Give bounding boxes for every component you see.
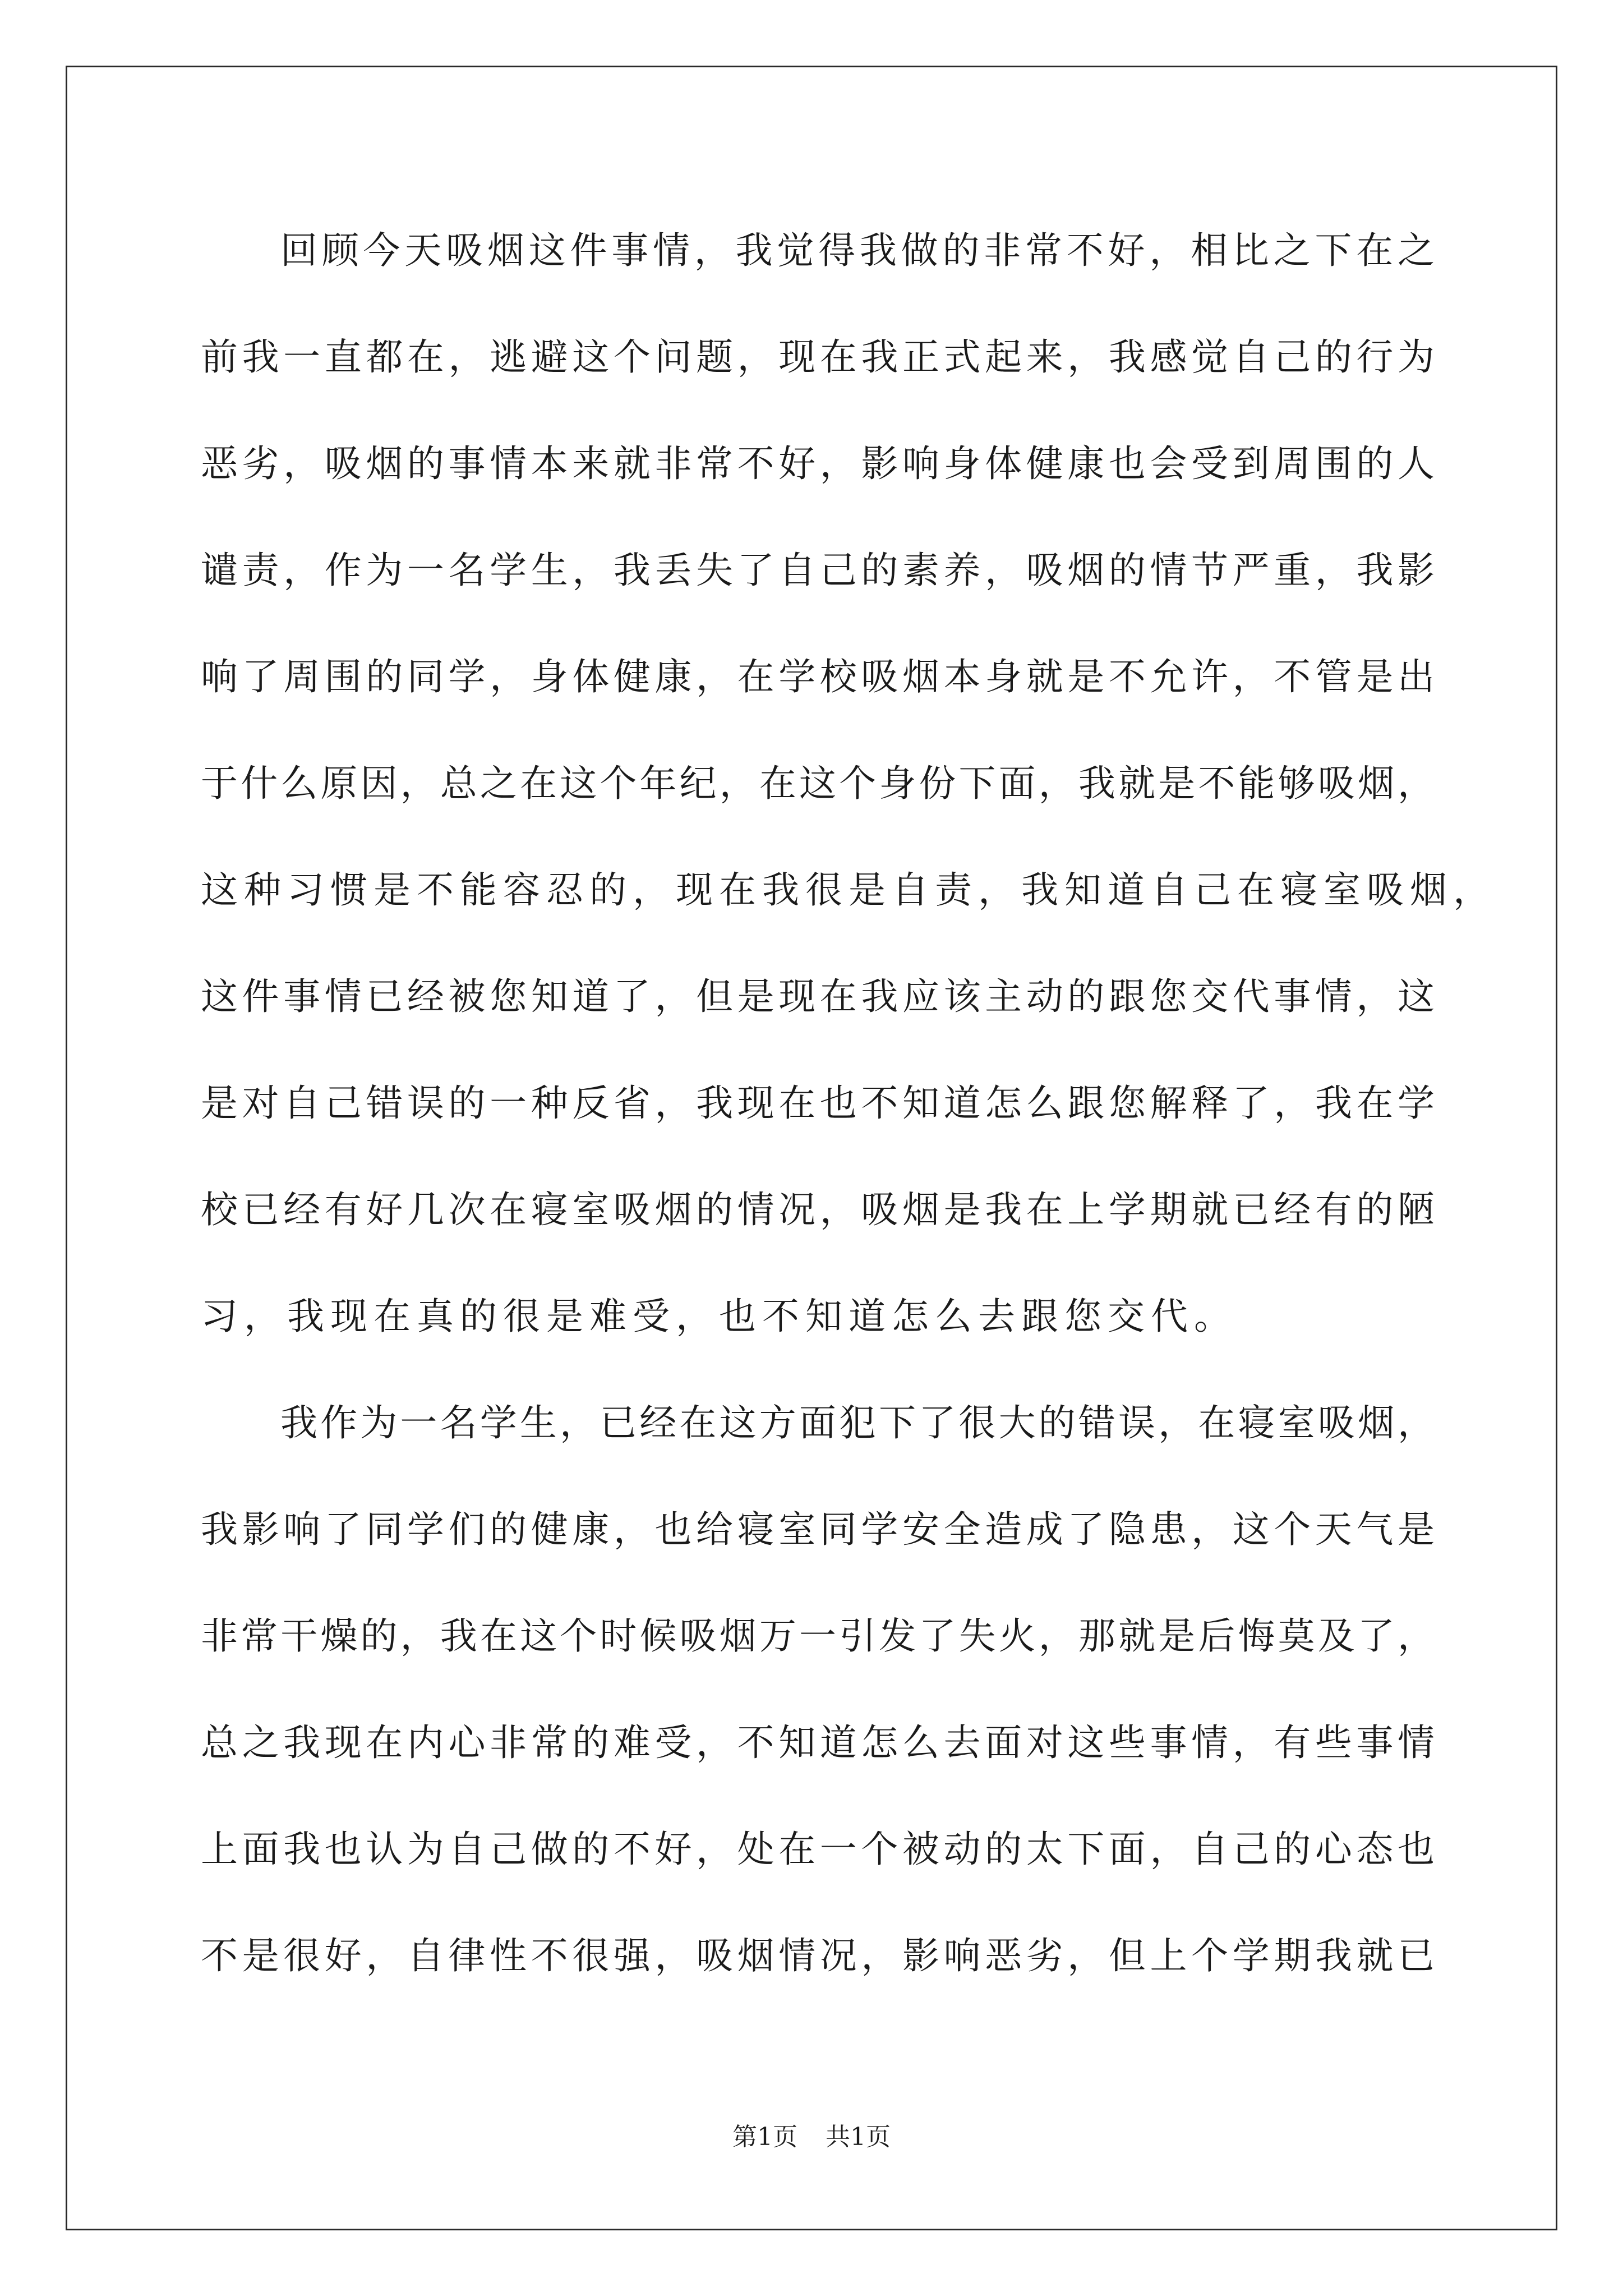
text-line: 这件事情已经被您知道了，但是现在我应该主动的跟您交代事情，这 [201, 975, 1435, 1018]
page-footer [0, 2120, 1623, 2154]
text-line: 习，我现在真的很是难受，也不知道怎么去跟您交代。 [201, 1295, 1237, 1338]
page-total: 共1页 [826, 2123, 891, 2151]
text-line: 回顾今天吸烟这件事情，我觉得我做的非常不好，相比之下在之 [280, 229, 1435, 272]
text-line: 非常干燥的，我在这个时候吸烟万一引发了失火，那就是后悔莫及了， [201, 1614, 1435, 1658]
text-line: 这种习惯是不能容忍的，现在我很是自责，我知道自己在寝室吸烟， [201, 868, 1496, 912]
text-line: 是对自己错误的一种反省，我现在也不知道怎么跟您解释了，我在学 [201, 1082, 1435, 1125]
text-line: 响了周围的同学，身体健康，在学校吸烟本身就是不允许，不管是出 [201, 655, 1435, 698]
text-line: 我作为一名学生，已经在这方面犯下了很大的错误，在寝室吸烟， [280, 1401, 1435, 1444]
text-line: 校已经有好几次在寝室吸烟的情况，吸烟是我在上学期就已经有的陋 [201, 1188, 1435, 1231]
text-line: 谴责，作为一名学生，我丢失了自己的素养，吸烟的情节严重，我影 [201, 549, 1435, 592]
text-line: 恶劣，吸烟的事情本来就非常不好，影响身体健康也会受到周围的人 [201, 442, 1435, 485]
page-number: 第1页 [732, 2123, 797, 2151]
text-line: 我影响了同学们的健康，也给寝室同学安全造成了隐患，这个天气是 [201, 1508, 1435, 1551]
text-line: 上面我也认为自己做的不好，处在一个被动的太下面，自己的心态也 [201, 1828, 1435, 1871]
text-line: 不是很好，自律性不很强，吸烟情况，影响恶劣，但上个学期我就已 [201, 1934, 1435, 1977]
text-line: 于什么原因，总之在这个年纪，在这个身份下面，我就是不能够吸烟， [201, 762, 1435, 805]
text-line: 总之我现在内心非常的难受，不知道怎么去面对这些事情，有些事情 [201, 1721, 1435, 1764]
text-line: 前我一直都在，逃避这个问题，现在我正式起来，我感觉自己的行为 [201, 335, 1435, 379]
